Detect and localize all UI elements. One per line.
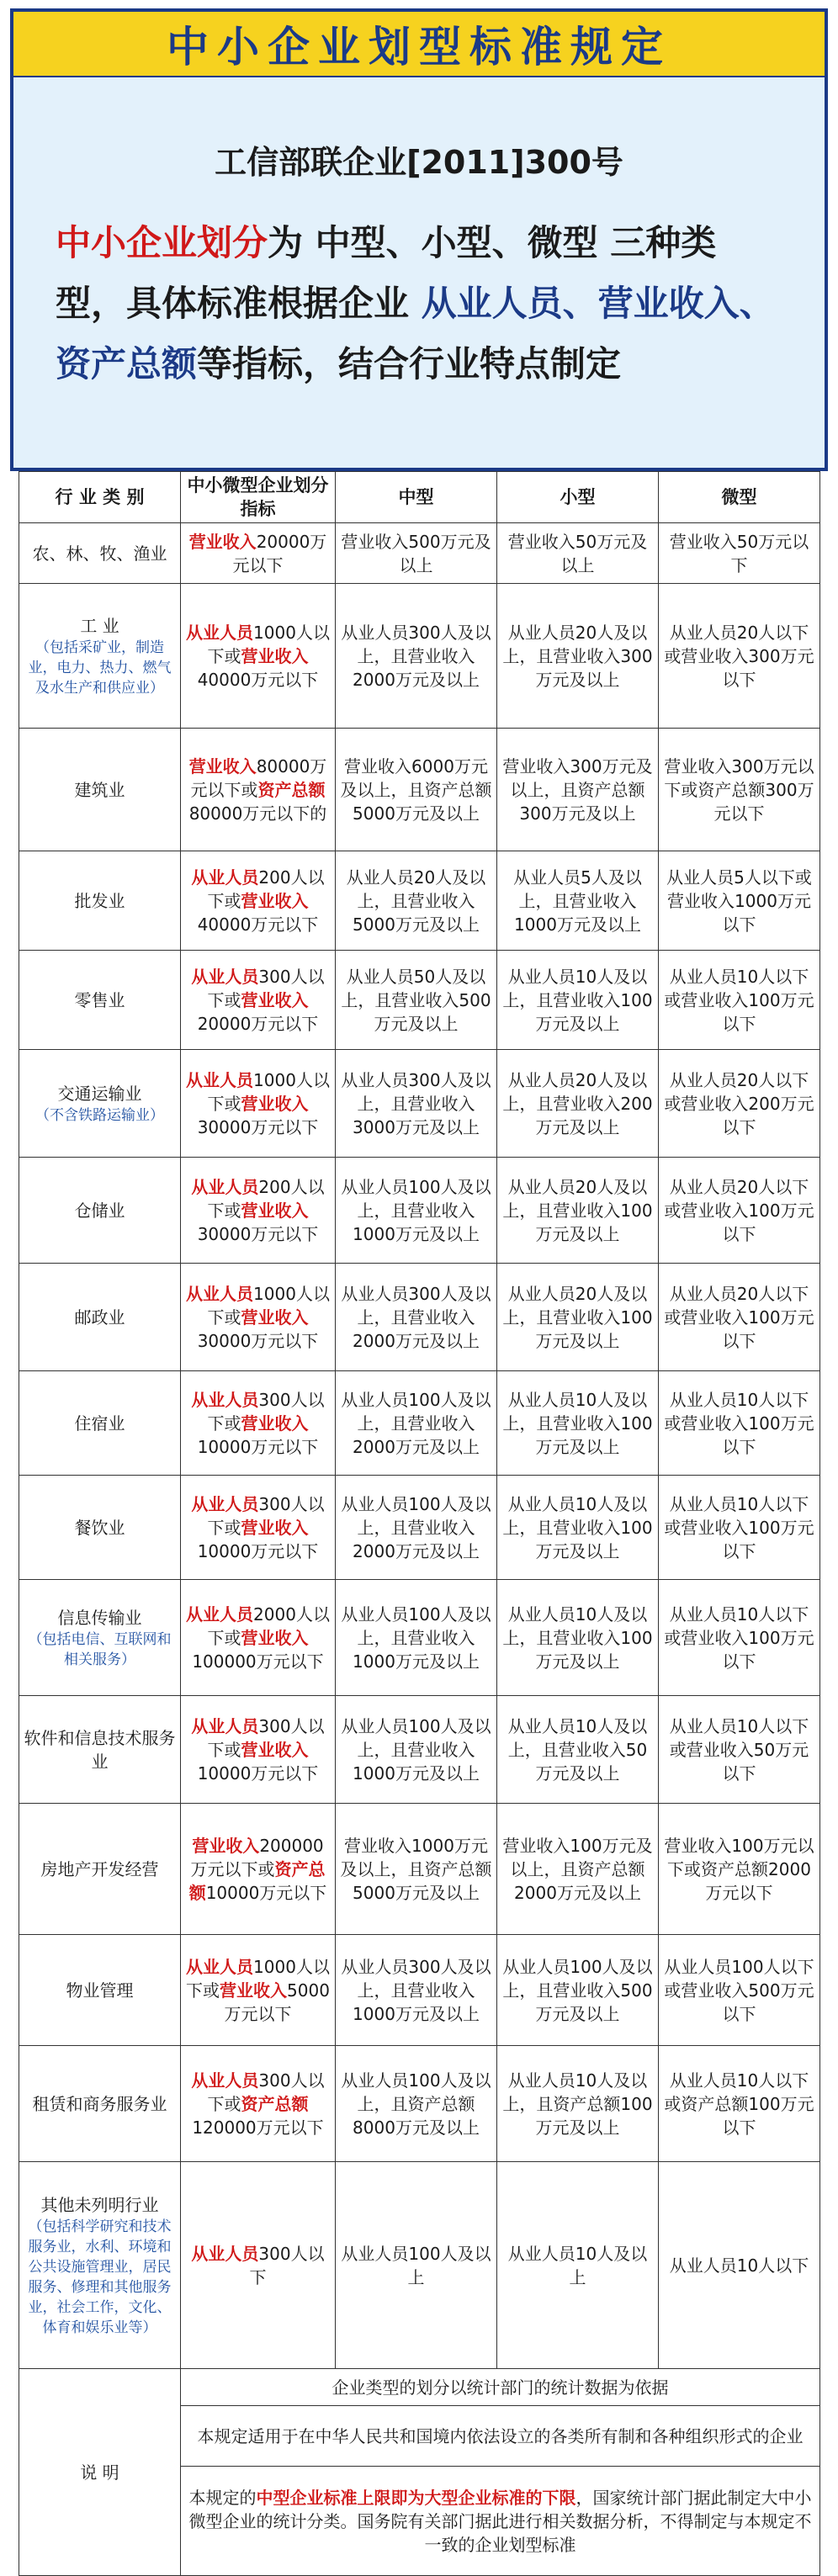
indicator-value-2: 30000万元以下 (197, 1116, 319, 1137)
small-criteria-cell: 从业人员100人及以上，且营业收入500万元及以上 (497, 1935, 659, 2046)
indicator-value-1: 300人以下 (249, 2243, 325, 2287)
industry-name: 批发业 (74, 890, 125, 911)
indicator-cell (181, 584, 336, 729)
industry-name: 租赁和商务服务业 (32, 2093, 167, 2114)
indicator-value-1: 200人以下或 (207, 1176, 325, 1221)
indicator-value-2: 30000万元以下 (197, 1223, 319, 1244)
industry-name: 餐饮业 (74, 1517, 125, 1538)
industry-cell (19, 2046, 181, 2162)
indicator-value-2: 5000万元以下 (224, 1980, 330, 2024)
note-3-highlight: 中型企业标准上限即为大型企业标准的下限 (256, 2487, 576, 2508)
micro-criteria-cell: 营业收入300万元以下或资产总额300万元以下 (659, 729, 820, 851)
industry-cell (19, 1696, 181, 1804)
table-row (19, 1158, 820, 1264)
indicator-cell (181, 2162, 336, 2369)
industry-name: 信息传输业 (57, 1607, 142, 1628)
indicator-key-2: 营业收入 (241, 1517, 309, 1538)
mid-criteria-cell: 营业收入500万元及以上 (336, 523, 497, 584)
mid-criteria-cell: 从业人员20人及以上，且营业收入5000万元及以上 (336, 851, 497, 951)
small-criteria-cell: 从业人员10人及以上，且资产总额100万元及以上 (497, 2046, 659, 2162)
small-criteria-cell: 从业人员20人及以上，且营业收入100万元及以上 (497, 1264, 659, 1371)
industry-name: 建筑业 (74, 779, 125, 800)
industry-note: （包括采矿业，制造业，电力、热力、燃气及水生产和供应业） (28, 639, 172, 697)
small-criteria-cell: 从业人员10人及以上 (497, 2162, 659, 2369)
indicator-value-2: 100000万元以下 (192, 1651, 324, 1672)
industry-name: 软件和信息技术服务业 (24, 1727, 176, 1772)
micro-criteria-cell: 从业人员20人以下或营业收入100万元以下 (659, 1158, 820, 1264)
small-criteria-cell: 从业人员10人及以上，且营业收入100万元及以上 (497, 1580, 659, 1696)
small-criteria-cell: 从业人员10人及以上，且营业收入100万元及以上 (497, 951, 659, 1050)
indicator-key-2: 营业收入 (220, 1980, 288, 2001)
intro-types: 中型、小型、微型 (315, 222, 598, 263)
industry-name: 零售业 (74, 989, 125, 1010)
industry-cell (19, 1371, 181, 1476)
indicator-key-1: 从业人员 (191, 1715, 259, 1736)
mid-criteria-cell: 营业收入6000万元及以上，且资产总额5000万元及以上 (336, 729, 497, 851)
table-header-row (19, 472, 820, 523)
industry-cell (19, 1804, 181, 1935)
note-3-part-2: ，国家统计部门据此制定大中小微型企业的统计分类。国务院有关部门据此进行相关数据分析，不得制定与本规定不一致的企业划型标准 (188, 2487, 812, 2555)
indicator-value-1: 20000万元以下 (232, 531, 327, 575)
table-row (19, 729, 820, 851)
table-row (19, 1935, 820, 2046)
micro-criteria-cell: 从业人员10人以下或营业收入100万元以下 (659, 951, 820, 1050)
industry-name: 物业管理 (66, 1980, 134, 2001)
mid-criteria-cell: 从业人员100人及以上，且资产总额8000万元及以上 (336, 2046, 497, 2162)
indicator-value-1: 300人以下或 (207, 966, 325, 1010)
small-criteria-cell: 营业收入100万元及以上，且资产总额2000万元及以上 (497, 1804, 659, 1935)
table-row (19, 1050, 820, 1158)
header-indicator: 中小微型企业划分指标 (181, 472, 336, 523)
indicator-value-2: 40000万元以下 (197, 669, 319, 690)
mid-criteria-cell: 营业收入1000万元及以上，且资产总额5000万元及以上 (336, 1804, 497, 1935)
table-row (19, 523, 820, 584)
header-small: 小型 (497, 472, 659, 523)
indicator-cell (181, 1158, 336, 1264)
table-row (19, 951, 820, 1050)
indicator-value-2: 10000万元以下 (205, 1882, 327, 1903)
indicator-cell (181, 1264, 336, 1371)
industry-name: 其他未列明行业 (40, 2194, 159, 2215)
industry-name: 住宿业 (74, 1413, 125, 1434)
industry-name: 农、林、牧、渔业 (32, 543, 167, 564)
mid-criteria-cell: 从业人员100人及以上，且营业收入2000万元及以上 (336, 1476, 497, 1580)
intro-text-2: 三种类型，具体标准根据企业 (56, 222, 717, 324)
small-criteria-cell: 从业人员10人及以上，且营业收入50万元及以上 (497, 1696, 659, 1804)
industry-cell (19, 584, 181, 729)
indicator-value-1: 1000人以下或 (186, 1956, 330, 2001)
indicator-key-1: 从业人员 (186, 1069, 254, 1090)
indicator-cell (181, 1050, 336, 1158)
industry-name: 仓储业 (74, 1200, 125, 1221)
indicator-value-2: 40000万元以下 (197, 914, 319, 935)
indicator-cell (181, 1935, 336, 2046)
intro-text-3: 等指标，结合行业特点制定 (197, 343, 622, 384)
note-1: 企业类型的划分以统计部门的统计数据为依据 (181, 2369, 820, 2406)
indicator-value-1: 200000万元以下或 (190, 1835, 324, 1879)
indicator-key-1: 营业收入 (192, 1835, 260, 1856)
indicator-key-1: 从业人员 (191, 2243, 259, 2264)
table-row (19, 1371, 820, 1476)
industry-cell (19, 523, 181, 584)
industry-note: （不含铁路运输业） (35, 1106, 164, 1124)
mid-criteria-cell: 从业人员100人及以上 (336, 2162, 497, 2369)
table-row (19, 1804, 820, 1935)
indicator-value-2: 80000万元以下的 (188, 803, 327, 824)
micro-criteria-cell: 从业人员20人以下或营业收入100万元以下 (659, 1264, 820, 1371)
indicator-key-2: 资产总额 (241, 2093, 309, 2114)
indicator-value-1: 2000人以下或 (207, 1603, 330, 1648)
indicator-key-2: 营业收入 (241, 1307, 309, 1328)
indicator-key-1: 营业收入 (188, 531, 257, 552)
industry-cell (19, 1476, 181, 1580)
table-row (19, 1476, 820, 1580)
indicator-value-1: 1000人以下或 (207, 1069, 330, 1114)
header-micro: 微型 (659, 472, 820, 523)
industry-cell (19, 1935, 181, 2046)
header-medium: 中型 (336, 472, 497, 523)
industry-cell (19, 729, 181, 851)
indicator-key-2: 资产总额 (257, 779, 326, 800)
note-3-part-1: 本规定的 (188, 2487, 257, 2508)
micro-criteria-cell: 从业人员10人以下或营业收入100万元以下 (659, 1371, 820, 1476)
table-row (19, 1264, 820, 1371)
note-label: 说 明 (19, 2369, 181, 2576)
mid-criteria-cell: 从业人员300人及以上，且营业收入2000万元及以上 (336, 1264, 497, 1371)
industry-cell (19, 851, 181, 951)
mid-criteria-cell: 从业人员100人及以上，且营业收入1000万元及以上 (336, 1696, 497, 1804)
indicator-key-2: 营业收入 (241, 989, 309, 1010)
indicator-key-2: 营业收入 (241, 890, 309, 911)
indicator-key-1: 从业人员 (191, 867, 259, 888)
indicator-key-1: 从业人员 (186, 622, 254, 643)
indicator-key-1: 从业人员 (191, 2070, 259, 2091)
table-row (19, 851, 820, 951)
indicator-key-1: 从业人员 (186, 1603, 254, 1625)
title-banner (10, 8, 828, 76)
small-criteria-cell: 从业人员5人及以上，且营业收入1000万元及以上 (497, 851, 659, 951)
indicator-cell (181, 2046, 336, 2162)
industry-cell (19, 1158, 181, 1264)
indicator-value-2: 120000万元以下 (192, 2117, 324, 2138)
table-row (19, 1580, 820, 1696)
indicator-key-1: 从业人员 (191, 1493, 259, 1514)
micro-criteria-cell: 营业收入50万元以下 (659, 523, 820, 584)
indicator-value-1: 200人以下或 (207, 867, 325, 911)
indicator-cell (181, 1804, 336, 1935)
note-2: 本规定适用于在中华人民共和国境内依法设立的各类所有制和各种组织形式的企业 (181, 2406, 820, 2467)
small-criteria-cell: 从业人员20人及以上，且营业收入200万元及以上 (497, 1050, 659, 1158)
indicator-key-2: 营业收入 (241, 645, 309, 666)
micro-criteria-cell: 从业人员20人以下或营业收入300万元以下 (659, 584, 820, 729)
indicator-value-1: 300人以下或 (207, 2070, 325, 2114)
mid-criteria-cell: 从业人员300人及以上，且营业收入1000万元及以上 (336, 1935, 497, 2046)
industry-cell (19, 951, 181, 1050)
indicator-value-1: 80000万元以下或 (190, 755, 327, 800)
intro-indicators: 从业人员、营业收入、资产总额 (56, 283, 775, 384)
mid-criteria-cell: 从业人员100人及以上，且营业收入2000万元及以上 (336, 1371, 497, 1476)
indicator-key-2: 营业收入 (241, 1413, 309, 1434)
table-row (19, 2046, 820, 2162)
indicator-cell (181, 1580, 336, 1696)
note-row-1 (19, 2369, 820, 2406)
small-criteria-cell: 从业人员20人及以上，且营业收入300万元及以上 (497, 584, 659, 729)
table-row (19, 2162, 820, 2369)
small-criteria-cell: 营业收入50万元及以上 (497, 523, 659, 584)
indicator-value-1: 300人以下或 (207, 1389, 325, 1434)
indicator-key-1: 营业收入 (188, 755, 257, 777)
micro-criteria-cell: 营业收入100万元以下或资产总额2000万元以下 (659, 1804, 820, 1935)
micro-criteria-cell: 从业人员10人以下 (659, 2162, 820, 2369)
micro-criteria-cell: 从业人员10人以下或资产总额100万元以下 (659, 2046, 820, 2162)
indicator-key-2: 营业收入 (241, 1093, 309, 1114)
indicator-cell (181, 1476, 336, 1580)
indicator-cell (181, 951, 336, 1050)
industry-name: 交通运输业 (57, 1083, 142, 1104)
intro-text-1: 为 (268, 222, 316, 263)
indicator-cell (181, 1371, 336, 1476)
small-criteria-cell: 从业人员10人及以上，且营业收入100万元及以上 (497, 1371, 659, 1476)
indicator-cell (181, 729, 336, 851)
industry-note: （包括科学研究和技术服务业，水利、环境和公共设施管理业，居民服务、修理和其他服务业，社会工作，文化、体育和娱乐业等） (28, 2218, 172, 2336)
indicator-key-1: 从业人员 (191, 966, 259, 987)
small-criteria-cell: 从业人员10人及以上，且营业收入100万元及以上 (497, 1476, 659, 1580)
mid-criteria-cell: 从业人员300人及以上，且营业收入2000万元及以上 (336, 584, 497, 729)
document-number: 工信部联企业[2011]300号 (215, 144, 623, 181)
micro-criteria-cell: 从业人员100人以下或营业收入500万元以下 (659, 1935, 820, 2046)
indicator-key-2: 营业收入 (241, 1627, 309, 1648)
indicator-key-2: 营业收入 (241, 1200, 309, 1221)
page-title: 中小企业划型标准规定 (167, 23, 671, 72)
indicator-value-2: 20000万元以下 (197, 1013, 319, 1034)
mid-criteria-cell: 从业人员300人及以上，且营业收入3000万元及以上 (336, 1050, 497, 1158)
industry-cell (19, 1264, 181, 1371)
indicator-value-1: 1000人以下或 (207, 622, 330, 666)
indicator-value-1: 300人以下或 (207, 1493, 325, 1538)
indicator-value-1: 1000人以下或 (207, 1283, 330, 1328)
industry-cell (19, 2162, 181, 2369)
table-row (19, 584, 820, 729)
indicator-value-2: 10000万元以下 (197, 1540, 319, 1561)
mid-criteria-cell: 从业人员100人及以上，且营业收入1000万元及以上 (336, 1580, 497, 1696)
small-criteria-cell: 营业收入300万元及以上，且资产总额300万元及以上 (497, 729, 659, 851)
indicator-key-1: 从业人员 (186, 1283, 254, 1304)
indicator-key-1: 从业人员 (186, 1956, 254, 1977)
indicator-key-1: 从业人员 (191, 1389, 259, 1410)
industry-name: 工 业 (80, 615, 119, 636)
industry-name: 邮政业 (74, 1307, 125, 1328)
small-criteria-cell: 从业人员20人及以上，且营业收入100万元及以上 (497, 1158, 659, 1264)
intro-panel (10, 76, 828, 471)
micro-criteria-cell: 从业人员20人以下或营业收入200万元以下 (659, 1050, 820, 1158)
indicator-cell (181, 851, 336, 951)
header-industry: 行 业 类 别 (19, 472, 181, 523)
indicator-key-2: 资产总额 (188, 1858, 326, 1903)
note-3 (181, 2467, 820, 2576)
indicator-key-2: 营业收入 (241, 1739, 309, 1760)
indicator-value-2: 10000万元以下 (197, 1436, 319, 1457)
mid-criteria-cell: 从业人员100人及以上，且营业收入1000万元及以上 (336, 1158, 497, 1264)
indicator-cell (181, 1696, 336, 1804)
micro-criteria-cell: 从业人员10人以下或营业收入100万元以下 (659, 1476, 820, 1580)
indicator-key-1: 从业人员 (191, 1176, 259, 1197)
mid-criteria-cell: 从业人员50人及以上，且营业收入500万元及以上 (336, 951, 497, 1050)
micro-criteria-cell: 从业人员10人以下或营业收入50万元以下 (659, 1696, 820, 1804)
indicator-cell (181, 523, 336, 584)
industry-cell (19, 1050, 181, 1158)
indicator-value-2: 10000万元以下 (197, 1762, 319, 1784)
micro-criteria-cell: 从业人员5人以下或营业收入1000万元以下 (659, 851, 820, 951)
classification-table (19, 471, 820, 2576)
intro-paragraph (56, 213, 782, 395)
industry-cell (19, 1580, 181, 1696)
industry-name: 房地产开发经营 (40, 1858, 159, 1879)
indicator-value-1: 300人以下或 (207, 1715, 325, 1760)
indicator-value-2: 30000万元以下 (197, 1330, 319, 1351)
table-row (19, 1696, 820, 1804)
micro-criteria-cell: 从业人员10人以下或营业收入100万元以下 (659, 1580, 820, 1696)
intro-term: 中小企业划分 (56, 222, 268, 263)
industry-note: （包括电信、互联网和相关服务） (28, 1630, 172, 1668)
